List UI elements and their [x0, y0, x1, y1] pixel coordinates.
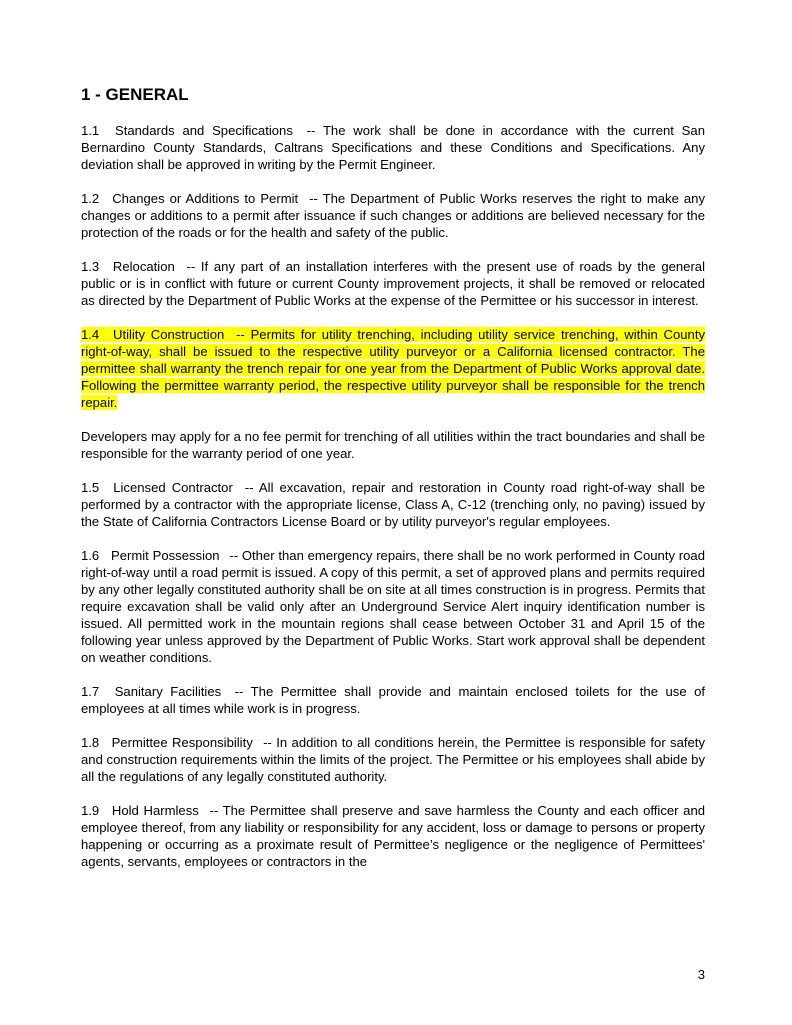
paragraph-number: 1.4: [81, 327, 100, 342]
paragraph-1-2: [81, 190, 705, 241]
paragraph-title: Sanitary Facilities: [114, 684, 222, 699]
paragraph-separator: --: [309, 191, 318, 206]
paragraph-separator: --: [306, 123, 316, 138]
paragraph-1-3: [81, 258, 705, 309]
paragraph-title: Relocation: [112, 259, 175, 274]
paragraph-text: Other than emergency repairs, there shall be no work performed in County road right-of-way until a road permit is issued. A copy of this permit, a set of approved plans and permits required by any other legally constituted authority shall be on site at all times construction is in progress. Permits that require excavation shall be valid only after an Underground Service Alert inquiry identification number is issued. All permitted work in the mountain regions shall cease between October 31 and April 15 of the following year unless approved by the Department of Public Works. Start work approval shall be dependent on weather conditions.: [81, 548, 705, 665]
paragraph-title: Standards and Specifications: [114, 123, 293, 138]
paragraph-separator: --: [209, 803, 219, 818]
paragraph-title: Licensed Contractor: [113, 480, 233, 495]
paragraph-1-8: [81, 734, 705, 785]
paragraph-title: Changes or Additions to Permit: [112, 191, 299, 206]
paragraph-number: 1.5: [81, 480, 100, 495]
paragraph-title: Hold Harmless: [111, 803, 199, 818]
paragraph-text: All excavation, repair and restoration in County road right-of-way shall be performed by a contractor with the appropriate license, Class A, C-12 (trenching only, no paving) issued by the State of California Contractors License Board or by utility purveyor's regular employees.: [81, 480, 705, 529]
paragraph-developers: [81, 428, 705, 462]
paragraph-number: 1.8: [81, 735, 100, 750]
paragraph-separator: --: [186, 259, 196, 274]
paragraph-title: Permittee Responsibility: [111, 735, 253, 750]
paragraph-text: The work shall be done in accordance with the current San Bernardino County Standards, Caltrans Specifications and these Conditions and Specifications. Any deviation shall be approved in writing by the Permit Engineer.: [81, 123, 705, 172]
paragraph-title: Permit Possession: [110, 548, 220, 563]
paragraph-1-1: [81, 122, 705, 173]
paragraph-text: Permits for utility trenching, including utility service trenching, within County right-of-way, shall be issued to the respective utility purveyor or a California licensed contractor. The permittee shall warranty the trench repair for one year from the Department of Public Works approval date. Following the permittee warranty period, the respective utility purveyor shall be responsible for the trench repair.: [81, 327, 705, 410]
paragraph-separator: --: [229, 548, 239, 563]
paragraph-number: 1.9: [81, 803, 100, 818]
paragraph-number: 1.3: [81, 259, 100, 274]
paragraph-text: In addition to all conditions herein, the Permittee is responsible for safety and construction requirements within the limits of the project. The Permittee or his employees shall abide by all the regulations of any legally constituted authority.: [81, 735, 705, 784]
paragraph-text: Developers may apply for a no fee permit for trenching of all utilities within the tract boundaries and shall be responsible for the warranty period of one year.: [81, 429, 705, 461]
paragraph-separator: --: [236, 327, 245, 342]
paragraph-text: The Permittee shall preserve and save harmless the County and each officer and employee thereof, from any liability or responsibility for any accident, loss or damage to persons or property happening or occurring as a proximate result of Permittee’s negligence or the negligence of Permittees' agents, servants, employees or contractors in the: [81, 803, 706, 869]
paragraph-1-7: [81, 683, 705, 717]
page-number: 3: [697, 967, 705, 982]
paragraph-number: 1.6: [81, 548, 100, 563]
paragraph-separator: --: [234, 684, 244, 699]
paragraph-1-6: [81, 547, 705, 666]
paragraph-number: 1.2: [81, 191, 100, 206]
highlighted-text: [81, 327, 705, 410]
paragraph-number: 1.7: [81, 684, 100, 699]
paragraph-text: The Permittee shall provide and maintain enclosed toilets for the use of employees at all times while work is in progress.: [81, 684, 706, 716]
document-page: [81, 85, 705, 887]
paragraph-title: Utility Construction: [112, 327, 225, 342]
paragraph-separator: --: [263, 735, 272, 750]
paragraph-number: 1.1: [81, 123, 100, 138]
paragraph-1-9: [81, 802, 705, 870]
paragraph-1-4-highlighted: [81, 326, 705, 411]
section-title: 1 - GENERAL: [81, 85, 189, 104]
paragraph-text: The Department of Public Works reserves the right to make any changes or additions to a permit after issuance if such changes or additions are believed necessary for the protection of the roads or for the health and safety of the public.: [81, 191, 705, 240]
paragraph-1-5: [81, 479, 705, 530]
paragraph-separator: --: [244, 480, 254, 495]
paragraph-text: If any part of an installation interferes with the present use of roads by the general public or is in conflict with future or current County improvement projects, it shall be removed or relocated as directed by the Department of Public Works at the expense of the Permittee or his successor in interest.: [81, 259, 705, 308]
